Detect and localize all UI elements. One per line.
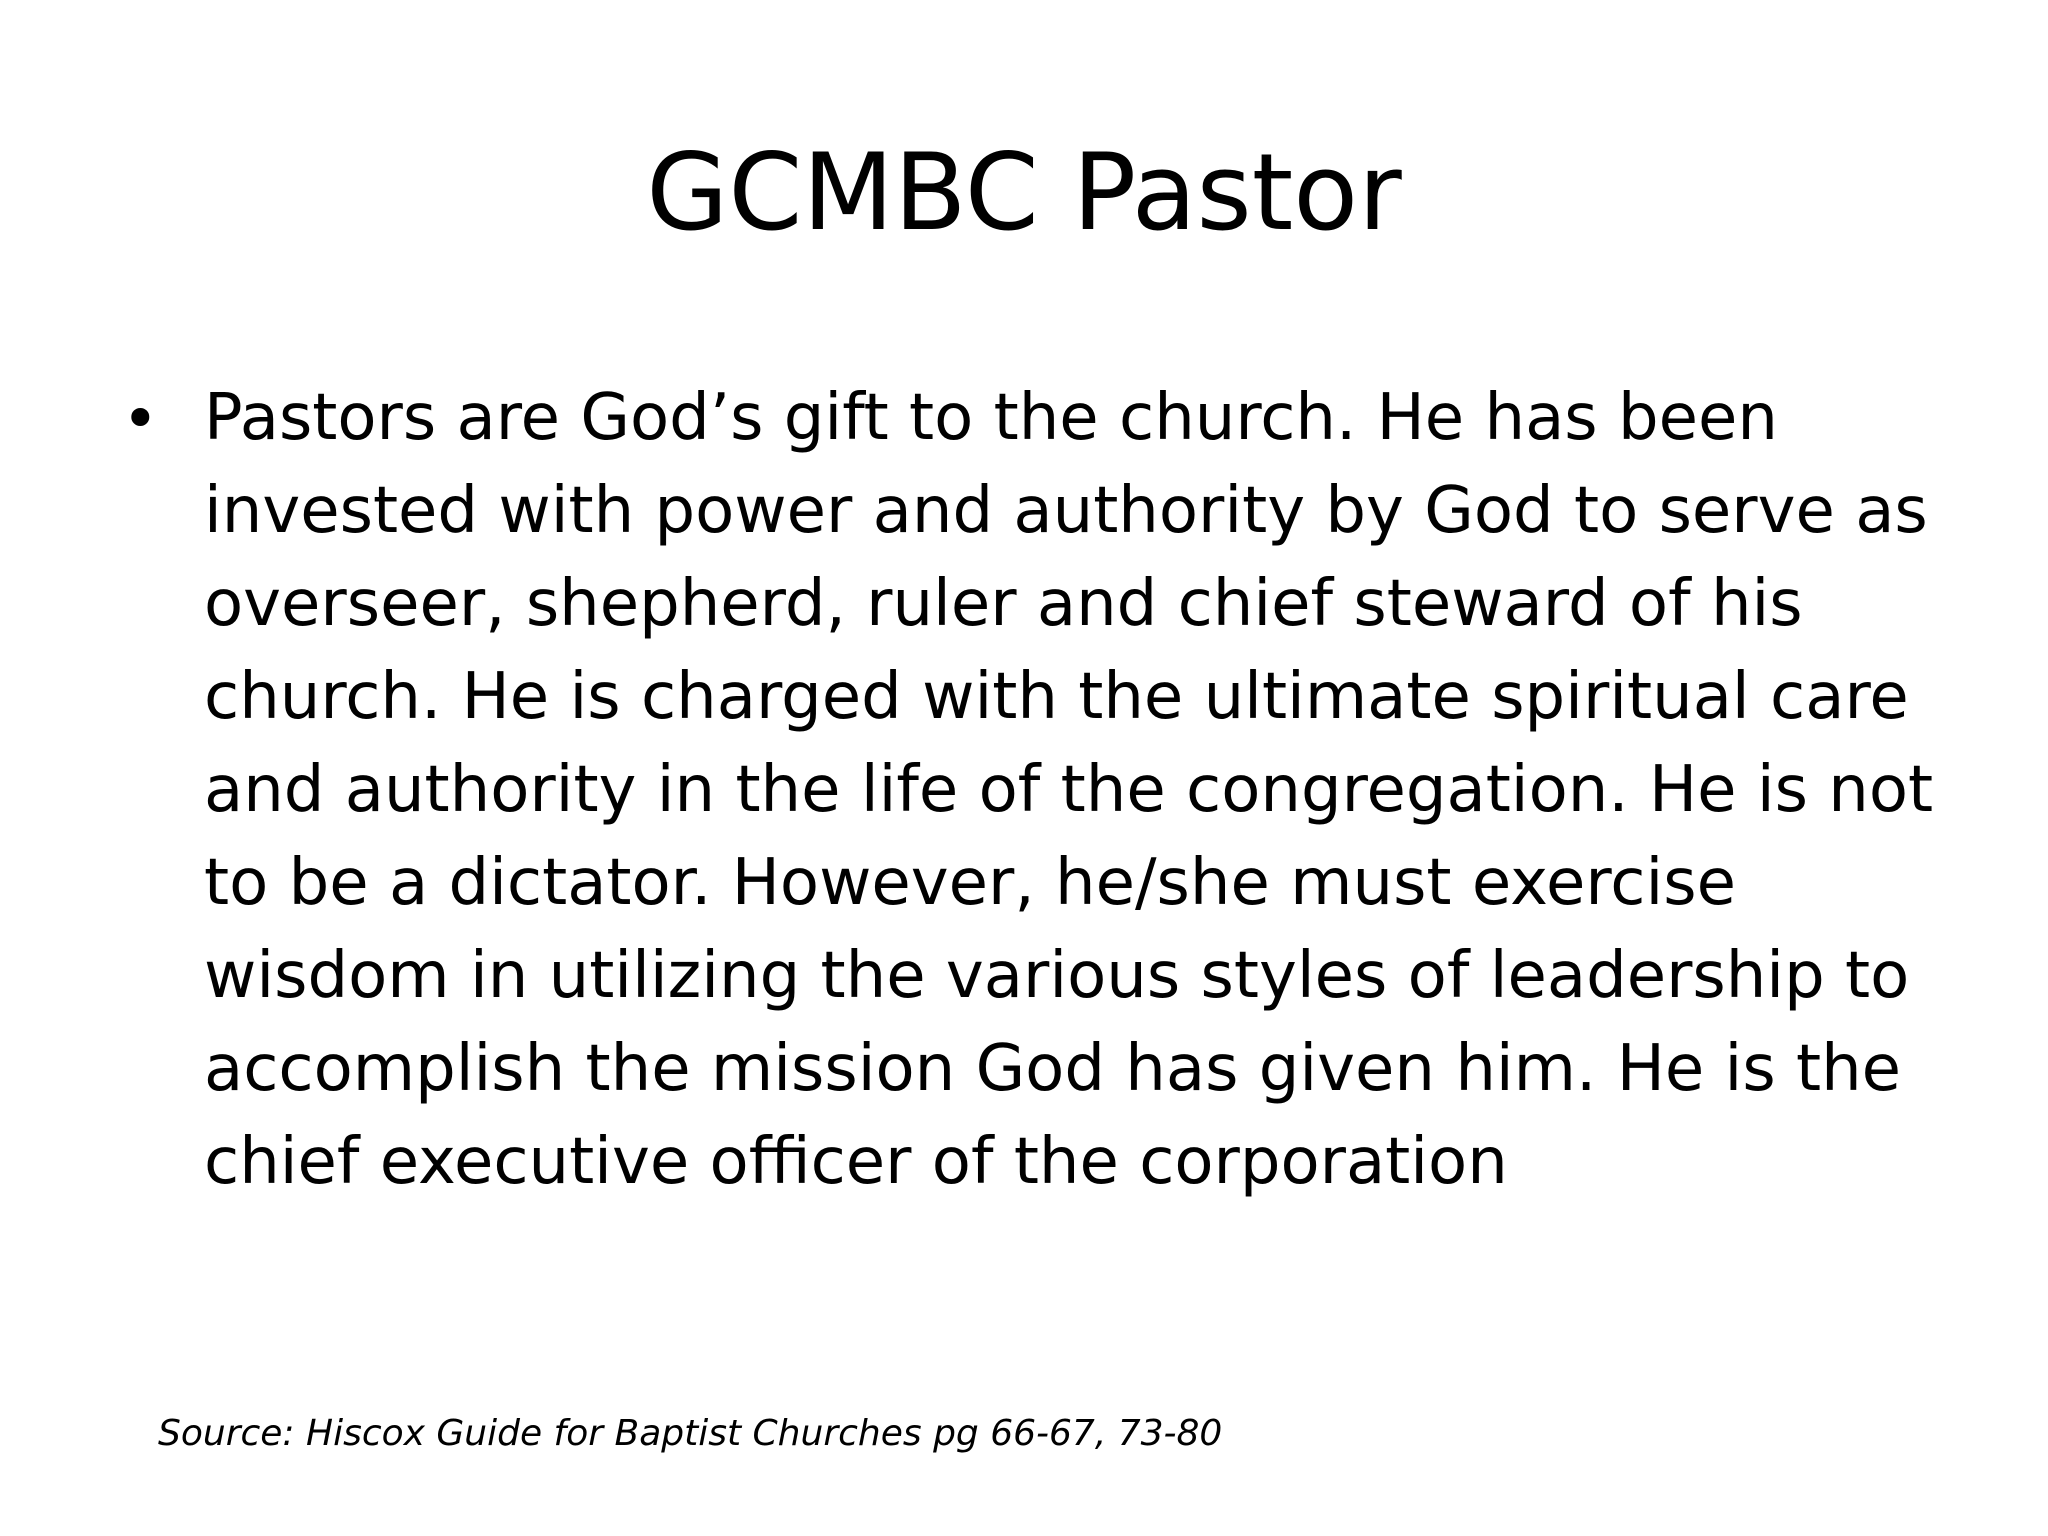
- bullet-list: [122, 372, 1962, 1209]
- source-citation: Source: Hiscox Guide for Baptist Churches pg 66-67, 73-80: [158, 1413, 1223, 1454]
- bullet-text: Pastors are God’s gift to the church. He has been invested with power and authority by God to serve as overseer, shepherd, ruler and chief steward of his church. He is charged with the ultimate spiritual care and authority in the life of the congregation. He is not to be a dictator. However, he/she must exercise wisdom in utilizing the various styles of leadership to accomplish the mission God has given him. He is the chief executive officer of the corporation: [204, 381, 1934, 1199]
- bullet-marker: •: [122, 382, 159, 455]
- bullet-item: [122, 372, 1962, 1209]
- slide-title: GCMBC Pastor: [646, 131, 1402, 254]
